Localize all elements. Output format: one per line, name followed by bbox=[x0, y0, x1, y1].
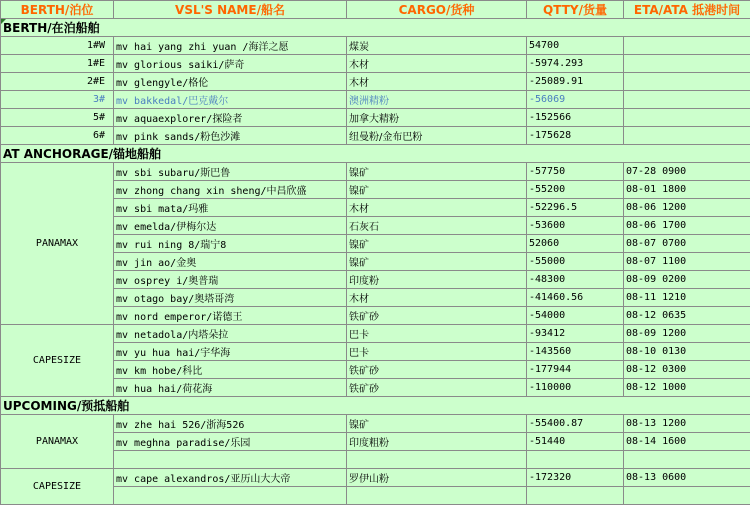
cargo-cell[interactable]: 巴卡 bbox=[347, 325, 527, 343]
quantity-cell[interactable]: -56069 bbox=[527, 91, 624, 109]
quantity-cell[interactable]: -53600 bbox=[527, 217, 624, 235]
vessel-row bbox=[1, 163, 750, 181]
quantity-cell[interactable]: -55400.87 bbox=[527, 415, 624, 433]
cargo-cell[interactable]: 纽曼粉/金布巴粉 bbox=[347, 127, 527, 145]
berth-cell[interactable]: 2#E bbox=[1, 73, 114, 91]
vessel-name-cell[interactable]: mv meghna paradise/乐园 bbox=[114, 433, 347, 451]
eta-cell[interactable]: 08-06 1700 bbox=[624, 217, 750, 235]
berth-cell[interactable]: 1#W bbox=[1, 37, 114, 55]
cargo-cell[interactable]: 印度粗粉 bbox=[347, 433, 527, 451]
vessel-row bbox=[1, 415, 750, 433]
eta-cell[interactable]: 08-13 0600 bbox=[624, 469, 750, 487]
berth-row bbox=[1, 55, 750, 73]
quantity-cell[interactable]: -172320 bbox=[527, 469, 624, 487]
cargo-cell[interactable] bbox=[347, 451, 527, 469]
vessel-name-cell[interactable]: mv km hobe/科比 bbox=[114, 361, 347, 379]
quantity-cell[interactable] bbox=[527, 451, 624, 469]
section-berth-title[interactable]: BERTH/在泊船舶 bbox=[1, 19, 750, 37]
eta-cell[interactable]: 08-10 0130 bbox=[624, 343, 750, 361]
vessel-name-cell[interactable]: mv glengyle/格伦 bbox=[114, 73, 347, 91]
vessel-name-cell[interactable]: mv rui ning 8/瑞宁8 bbox=[114, 235, 347, 253]
vessel-name-cell[interactable]: mv yu hua hai/宇华海 bbox=[114, 343, 347, 361]
eta-cell[interactable] bbox=[624, 127, 750, 145]
vessel-row bbox=[1, 235, 750, 253]
vessel-name-cell[interactable]: mv bakkedal/巴克戴尔 bbox=[114, 91, 347, 109]
quantity-cell[interactable]: -41460.56 bbox=[527, 289, 624, 307]
quantity-cell[interactable]: 52060 bbox=[527, 235, 624, 253]
vessel-row bbox=[1, 325, 750, 343]
eta-cell[interactable]: 08-12 1000 bbox=[624, 379, 750, 397]
cargo-cell[interactable]: 镍矿 bbox=[347, 415, 527, 433]
vessel-class-cell[interactable]: PANAMAX bbox=[1, 163, 114, 325]
vessel-name-cell[interactable]: mv zhong chang xin sheng/中昌欣盛 bbox=[114, 181, 347, 199]
eta-cell[interactable]: 07-28 0900 bbox=[624, 163, 750, 181]
vessel-name-cell[interactable]: mv sbi subaru/斯巴鲁 bbox=[114, 163, 347, 181]
vessel-class-cell[interactable]: CAPESIZE bbox=[1, 469, 114, 505]
vessel-row bbox=[1, 469, 750, 487]
eta-cell[interactable]: 08-09 0200 bbox=[624, 271, 750, 289]
quantity-cell[interactable]: -51440 bbox=[527, 433, 624, 451]
eta-cell[interactable]: 08-09 1200 bbox=[624, 325, 750, 343]
vessel-name-cell[interactable]: mv glorious saiki/萨奇 bbox=[114, 55, 347, 73]
eta-cell[interactable]: 08-13 1200 bbox=[624, 415, 750, 433]
cargo-cell[interactable]: 镍矿 bbox=[347, 235, 527, 253]
eta-cell[interactable]: 08-01 1800 bbox=[624, 181, 750, 199]
vessel-row bbox=[1, 307, 750, 325]
vessel-row bbox=[1, 343, 750, 361]
cargo-cell[interactable]: 加拿大精粉 bbox=[347, 109, 527, 127]
vessel-name-cell[interactable]: mv hua hai/荷花海 bbox=[114, 379, 347, 397]
quantity-cell[interactable]: -54000 bbox=[527, 307, 624, 325]
berth-row bbox=[1, 109, 750, 127]
quantity-cell[interactable]: -177944 bbox=[527, 361, 624, 379]
berth-row bbox=[1, 37, 750, 55]
vessel-column-header[interactable]: VSL'S NAME/船名 bbox=[114, 1, 347, 19]
vessel-row bbox=[1, 217, 750, 235]
cargo-cell[interactable]: 石灰石 bbox=[347, 217, 527, 235]
cargo-cell[interactable]: 煤炭 bbox=[347, 37, 527, 55]
berth-cell[interactable]: 3# bbox=[1, 91, 114, 109]
cargo-cell[interactable]: 印度粉 bbox=[347, 271, 527, 289]
quantity-cell[interactable]: 54700 bbox=[527, 37, 624, 55]
cargo-cell[interactable]: 铁矿砂 bbox=[347, 361, 527, 379]
berth-row bbox=[1, 91, 750, 109]
vessel-name-cell[interactable]: mv sbi mata/玛雅 bbox=[114, 199, 347, 217]
cargo-cell[interactable]: 木材 bbox=[347, 199, 527, 217]
quantity-cell[interactable]: -25089.91 bbox=[527, 73, 624, 91]
eta-cell[interactable] bbox=[624, 91, 750, 109]
section-anchorage-row bbox=[1, 145, 750, 163]
cargo-cell[interactable]: 镍矿 bbox=[347, 253, 527, 271]
vessel-row bbox=[1, 361, 750, 379]
vessel-row bbox=[1, 181, 750, 199]
vessel-name-cell[interactable]: mv netadola/内塔朵拉 bbox=[114, 325, 347, 343]
cargo-cell[interactable]: 巴卡 bbox=[347, 343, 527, 361]
berth-row bbox=[1, 127, 750, 145]
quantity-cell[interactable]: -93412 bbox=[527, 325, 624, 343]
quantity-column-header[interactable]: QTTY/货量 bbox=[527, 1, 624, 19]
eta-cell[interactable] bbox=[624, 73, 750, 91]
vessel-name-cell[interactable] bbox=[114, 451, 347, 469]
vessel-name-cell[interactable]: mv otago bay/奥塔哥湾 bbox=[114, 289, 347, 307]
berth-column-header[interactable]: BERTH/泊位 bbox=[1, 1, 114, 19]
eta-cell[interactable] bbox=[624, 37, 750, 55]
cargo-cell[interactable]: 木材 bbox=[347, 73, 527, 91]
quantity-cell[interactable]: -5974.293 bbox=[527, 55, 624, 73]
vessel-name-cell[interactable]: mv cape alexandros/亚历山大大帝 bbox=[114, 469, 347, 487]
eta-cell[interactable] bbox=[624, 451, 750, 469]
vessel-row bbox=[1, 379, 750, 397]
eta-cell[interactable] bbox=[624, 55, 750, 73]
section-anchorage-title[interactable]: AT ANCHORAGE/锚地船舶 bbox=[1, 145, 750, 163]
vessel-row bbox=[1, 289, 750, 307]
quantity-cell[interactable]: -143560 bbox=[527, 343, 624, 361]
vessel-row bbox=[1, 199, 750, 217]
section-upcoming-row bbox=[1, 397, 750, 415]
vessel-row bbox=[1, 253, 750, 271]
vessel-name-cell[interactable]: mv nord emperor/诺德王 bbox=[114, 307, 347, 325]
cargo-cell[interactable]: 铁矿砂 bbox=[347, 307, 527, 325]
cargo-cell[interactable]: 镍矿 bbox=[347, 181, 527, 199]
cargo-cell[interactable]: 木材 bbox=[347, 289, 527, 307]
quantity-cell[interactable]: -110000 bbox=[527, 379, 624, 397]
berth-cell[interactable]: 6# bbox=[1, 127, 114, 145]
vessel-class-cell[interactable]: PANAMAX bbox=[1, 415, 114, 469]
vessel-name-cell[interactable]: mv pink sands/粉色沙滩 bbox=[114, 127, 347, 145]
cargo-cell[interactable]: 罗伊山粉 bbox=[347, 469, 527, 487]
eta-cell[interactable] bbox=[624, 109, 750, 127]
berth-row bbox=[1, 73, 750, 91]
quantity-cell[interactable]: -55200 bbox=[527, 181, 624, 199]
eta-cell[interactable]: 08-14 1600 bbox=[624, 433, 750, 451]
eta-cell[interactable]: 08-07 1100 bbox=[624, 253, 750, 271]
vessel-name-cell[interactable]: mv jin ao/金奥 bbox=[114, 253, 347, 271]
cargo-column-header[interactable]: CARGO/货种 bbox=[347, 1, 527, 19]
eta-cell[interactable]: 08-12 0300 bbox=[624, 361, 750, 379]
quantity-cell[interactable]: -175628 bbox=[527, 127, 624, 145]
table-body bbox=[1, 1, 750, 505]
quantity-cell[interactable]: -52296.5 bbox=[527, 199, 624, 217]
eta-cell[interactable]: 08-07 0700 bbox=[624, 235, 750, 253]
berth-cell[interactable]: 1#E bbox=[1, 55, 114, 73]
cargo-cell[interactable]: 铁矿砂 bbox=[347, 379, 527, 397]
eta-column-header[interactable]: ETA/ATA 抵港时间 bbox=[624, 1, 750, 19]
vessel-name-cell[interactable]: mv emelda/伊梅尔达 bbox=[114, 217, 347, 235]
vessel-name-cell[interactable]: mv zhe hai 526/浙海526 bbox=[114, 415, 347, 433]
vessel-row bbox=[1, 451, 750, 469]
vessel-name-cell[interactable]: mv osprey i/奥普瑞 bbox=[114, 271, 347, 289]
vessel-row bbox=[1, 433, 750, 451]
eta-cell[interactable]: 08-06 1200 bbox=[624, 199, 750, 217]
vessel-row bbox=[1, 271, 750, 289]
vessel-name-cell[interactable]: mv hai yang zhi yuan /海洋之愿 bbox=[114, 37, 347, 55]
quantity-cell[interactable]: -152566 bbox=[527, 109, 624, 127]
quantity-cell[interactable]: -57750 bbox=[527, 163, 624, 181]
vessel-class-cell[interactable]: CAPESIZE bbox=[1, 325, 114, 397]
cargo-cell[interactable]: 镍矿 bbox=[347, 163, 527, 181]
section-upcoming-title[interactable]: UPCOMING/预抵船舶 bbox=[1, 397, 750, 415]
quantity-cell[interactable]: -48300 bbox=[527, 271, 624, 289]
berth-cell[interactable]: 5# bbox=[1, 109, 114, 127]
cargo-cell[interactable]: 澳洲精粉 bbox=[347, 91, 527, 109]
quantity-cell[interactable]: -55000 bbox=[527, 253, 624, 271]
vessel-name-cell[interactable]: mv aquaexplorer/探险者 bbox=[114, 109, 347, 127]
eta-cell[interactable]: 08-11 1210 bbox=[624, 289, 750, 307]
section-berth-row bbox=[1, 19, 750, 37]
eta-cell[interactable]: 08-12 0635 bbox=[624, 307, 750, 325]
cargo-cell[interactable]: 木材 bbox=[347, 55, 527, 73]
header-row bbox=[1, 1, 750, 19]
